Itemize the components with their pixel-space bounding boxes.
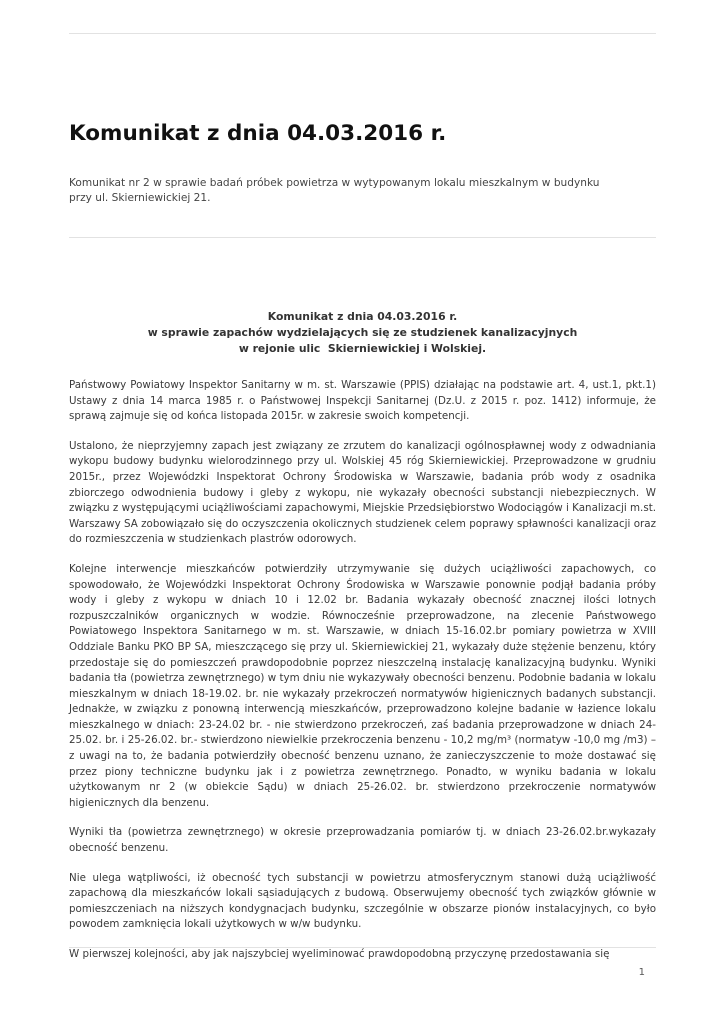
- body-paragraph: W pierwszej kolejności, aby jak najszybciej wyeliminować prawdopodobną przyczynę przedostawania się: [69, 948, 610, 960]
- section-divider: [69, 237, 656, 238]
- page-title: Komunikat z dnia 04.03.2016 r.: [69, 121, 447, 146]
- top-divider: [69, 33, 656, 34]
- body-paragraph: Państwowy Powiatowy Inspektor Sanitarny w m. st. Warszawie (PPIS) działając na podstawie art. 4, ust.1, pkt.1) Ustawy z dnia 14 marca 1985 r. o Państwowej Inspekcji Sanitarnej (Dz.U. z 2015 r. poz. 1412) informuje, że sprawą zajmuje się od końca listopada 2015r. w zakresie swoich kompetencji.: [69, 379, 656, 423]
- heading-line: w rejonie ulic Skierniewickiej i Wolskiej.: [238, 342, 487, 355]
- body-paragraph: Kolejne interwencje mieszkańców potwierdziły utrzymywanie się dużych uciążliwości zapachowych, co spowodowało, że Wojewódzki Inspektorat Ochrony Środowiska w Warszawie ponownie podjął badania próby wody i gleby z wykopu w dniach 10 i 12.02 br. Badania wykazały obecność znacznej ilości lotnych rozpuszczalników organicznych w wodzie. Równocześnie przeprowadzone, na zlecenie Państwowego Powiatowego Inspektora Sanitarnego w m. st. Warszawie, w dniach 15-16.02.br pomiary powietrza w XVIII Oddziale Banku PKO BP SA, mieszczącego się przy ul. Skierniewickiej 21, wykazały duże stężenie benzenu, który przedostaje się do pomieszczeń prawdopodobnie poprzez nieszczelną instalację kanalizacyjną budynku. Wyniki badania tła (powietrza zewnętrznego) w tym dniu nie wykazywały obecności benzenu. Podobnie badania w lokalu mieszkalnym w dniach 18-19.02. br. nie wykazały przekroczeń normatywów higienicznych badanych substancji. Jednakże, w związku z ponowną interwencją mieszkańców, przeprowadzono kolejne badanie w łazience lokalu mieszkalnego w dniach: 23-24.02 br. - nie stwierdzono przekroczeń, zaś badania przeprowadzone w dniach 24-25.02. br. i 25-26.02. br.- stwierdzono niewielkie przekroczenia benzenu - 10,2 mg/m³ (normatyw -10,0 mg /m3) – z uwagi na to, że badania potwierdziły obecność benzenu uznano, że zanieczyszczenie to może dostawać się przez piony techniczne budynku jak i z powietrza zewnętrznego. Ponadto, w wyniku badania w lokalu użytkowanym nr 2 (w obiekcie Sądu) w dniach 25-26.02. br. stwierdzono przekroczenie normatywów higienicznych dla benzenu.: [69, 562, 656, 809]
- page-number: 1: [638, 967, 645, 978]
- heading-line: Komunikat z dnia 04.03.2016 r.: [267, 310, 458, 323]
- announcement-heading: [69, 309, 656, 357]
- body-paragraph: Ustalono, że nieprzyjemny zapach jest związany ze zrzutem do kanalizacji ogólnospławnej wody z odwadniania wykopu budowy budynku wielorodzinnego przy ul. Wolskiej 45 róg Skierniewickiej. Przeprowadzone w grudniu 2015r., przez Wojewódzki Inspektorat Ochrony Środowiska w Warszawie, badania prób wody z osadnika zbiorczego odwodnienia budowy i gleby z wykopu, nie wykazały obecności substancji niebezpiecznych. W związku z występującymi uciążliwościami zapachowymi, Miejskie Przedsiębiorstwo Wodociągów i Kanalizacji m.st. Warszawy SA zobowiązało się do oczyszczenia okolicznych studzienek celem poprawy spławności kanalizacji oraz do rozmieszczenia w studzienkach plastrów odorowych.: [69, 439, 656, 546]
- footer-divider: [69, 947, 656, 948]
- heading-line: w sprawie zapachów wydzielających się ze studzienek kanalizacyjnych: [147, 326, 578, 339]
- body-paragraph: Nie ulega wątpliwości, iż obecność tych substancji w powietrzu atmosferycznym stanowi dużą uciążliwość zapachową dla mieszkańców lokali sąsiadujących z budową. Obserwujemy obecność tych związków głównie w pomieszczeniach na niższych kondygnacjach budynku, szczególnie w obszarze pionów instalacyjnych, co było powodem zamknięcia lokali użytkowych w w/w budynku.: [69, 871, 656, 931]
- document-body: [69, 378, 656, 963]
- body-paragraph: Wyniki tła (powietrza zewnętrznego) w okresie przeprowadzania pomiarów tj. w dniach 23-26.02.br.wykazały obecność benzenu.: [69, 826, 656, 855]
- summary-text: Komunikat nr 2 w sprawie badań próbek powietrza w wytypowanym lokalu mieszkalnym w budynku przy ul. Skierniewickiej 21.: [69, 177, 600, 204]
